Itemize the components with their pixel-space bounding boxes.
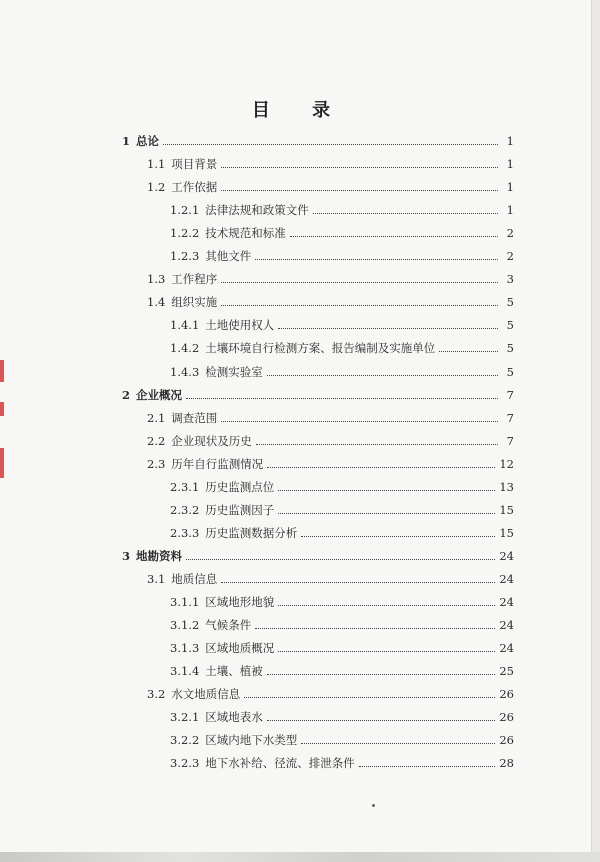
toc-entry-number: 3.1.2 <box>170 618 200 633</box>
toc-entry[interactable] <box>170 359 514 379</box>
toc-dot-leader <box>186 398 498 399</box>
toc-entry-page: 5 <box>506 295 514 310</box>
toc-entry-page: 7 <box>506 433 514 448</box>
toc-entry[interactable] <box>170 474 514 494</box>
toc-dot-leader <box>359 766 496 767</box>
toc-entry[interactable] <box>170 312 514 332</box>
toc-dot-leader <box>278 328 498 329</box>
scan-speck <box>372 804 375 807</box>
toc-entry-number: 3.2.1 <box>170 710 200 725</box>
toc-entry-number: 1.2.2 <box>170 226 200 241</box>
scan-bottom-edge <box>0 852 600 862</box>
toc-entry[interactable] <box>170 197 514 217</box>
toc-entry[interactable] <box>170 612 514 632</box>
toc-entry-label: 组织实施 <box>171 295 218 310</box>
toc-entry-page: 2 <box>506 226 514 241</box>
toc-entry[interactable] <box>170 335 514 355</box>
toc-entry-number: 3 <box>122 548 131 563</box>
toc-entry-label: 气候条件 <box>205 618 252 633</box>
toc-entry[interactable] <box>122 543 514 563</box>
toc-entry-page: 15 <box>499 525 514 540</box>
toc-entry[interactable] <box>170 520 514 540</box>
toc-entry[interactable] <box>170 750 514 770</box>
toc-entry-label: 历史监测因子 <box>205 502 275 517</box>
toc-dot-leader <box>290 236 498 237</box>
toc-dot-leader <box>186 559 495 560</box>
toc-entry-page: 13 <box>499 479 514 494</box>
toc-entry-label: 土壤环境自行检测方案、报告编制及实施单位 <box>205 341 436 356</box>
toc-entry-page: 5 <box>506 364 514 379</box>
toc-entry-label: 工作依据 <box>171 180 218 195</box>
toc-entry-number: 1.2 <box>147 180 166 195</box>
toc-entry-label: 土壤、植被 <box>205 664 263 679</box>
toc-entry-label: 地质信息 <box>171 571 218 586</box>
toc-entry-page: 24 <box>499 571 514 586</box>
toc-dot-leader <box>278 513 495 514</box>
toc-dot-leader <box>278 651 495 652</box>
toc-entry-number: 1.2.3 <box>170 249 200 264</box>
toc-entry-page: 3 <box>506 272 514 287</box>
toc-entry-page: 1 <box>506 134 514 148</box>
toc-entry-label: 土地使用权人 <box>205 318 275 333</box>
toc-entry[interactable] <box>170 220 514 240</box>
toc-entry-page: 26 <box>499 710 514 725</box>
toc-dot-leader <box>439 351 498 352</box>
toc-dot-leader <box>221 421 498 422</box>
toc-entry-number: 2.3.2 <box>170 502 200 517</box>
toc-entry-page: 28 <box>499 756 514 771</box>
toc-entry[interactable] <box>122 128 514 148</box>
toc-entry-label: 检测实验室 <box>205 364 263 379</box>
toc-entry-number: 2 <box>122 387 131 402</box>
toc-entry[interactable] <box>147 174 514 194</box>
toc-entry-label: 区域地表水 <box>205 710 263 725</box>
toc-entry-page: 12 <box>499 456 514 471</box>
toc-entry-label: 企业概况 <box>136 387 183 402</box>
toc-entry[interactable] <box>170 658 514 678</box>
toc-entry[interactable] <box>170 727 514 747</box>
toc-entry-page: 26 <box>499 733 514 748</box>
toc-dot-leader <box>301 743 495 744</box>
toc-entry-number: 3.1.1 <box>170 595 200 609</box>
toc-entry-label: 企业现状及历史 <box>171 433 252 448</box>
toc-entry[interactable] <box>147 405 514 425</box>
toc-dot-leader <box>221 305 498 306</box>
toc-entry-label: 地下水补给、径流、排泄条件 <box>205 756 355 771</box>
toc-entry-label: 总论 <box>136 134 160 148</box>
toc-entry-label: 其他文件 <box>205 249 252 264</box>
toc-dot-leader <box>221 190 498 191</box>
toc-entry-page: 24 <box>499 641 514 656</box>
toc-entry-number: 2.3.3 <box>170 525 200 540</box>
toc-entry[interactable] <box>147 681 514 701</box>
toc-entry[interactable] <box>122 382 514 402</box>
toc-entry-label: 区域内地下水类型 <box>205 733 298 748</box>
red-margin-mark <box>0 402 4 416</box>
toc-entry-page: 2 <box>506 249 514 264</box>
toc-dot-leader <box>301 536 495 537</box>
toc-entry-number: 1.4.3 <box>170 364 200 379</box>
toc-entry-number: 1.1 <box>147 157 166 172</box>
toc-dot-leader <box>278 490 495 491</box>
toc-dot-leader <box>221 282 498 283</box>
toc-entry-label: 水文地质信息 <box>171 687 241 702</box>
toc-entry-page: 5 <box>506 318 514 333</box>
toc-entry[interactable] <box>170 635 514 655</box>
toc-entry[interactable] <box>147 266 514 286</box>
toc-entry-label: 历史监测点位 <box>205 479 275 494</box>
toc-dot-leader <box>244 697 495 698</box>
toc-dot-leader <box>267 467 495 468</box>
toc-dot-leader <box>267 720 496 721</box>
toc-dot-leader <box>221 167 498 168</box>
toc-entry-label: 法律法规和政策文件 <box>205 203 309 218</box>
toc-dot-leader <box>255 259 498 260</box>
toc-entry-label: 历年自行监测情况 <box>171 456 264 471</box>
toc-dot-leader <box>255 628 495 629</box>
red-margin-mark <box>0 360 4 382</box>
toc-dot-leader <box>313 213 498 214</box>
red-margin-mark <box>0 448 4 478</box>
toc-entry[interactable] <box>170 704 514 724</box>
toc-entry-number: 3.2 <box>147 687 166 702</box>
toc-entry-label: 项目背景 <box>171 157 218 172</box>
toc-entry-number: 1.4.2 <box>170 341 200 356</box>
toc-entry[interactable] <box>147 289 514 309</box>
toc-entry[interactable] <box>147 428 514 448</box>
toc-entry[interactable] <box>170 497 514 517</box>
toc-entry-label: 历史监测数据分析 <box>205 525 298 540</box>
toc-entry-label: 技术规范和标准 <box>205 226 286 241</box>
toc-entry-page: 24 <box>499 595 514 609</box>
toc-entry[interactable] <box>147 566 514 586</box>
toc-entry[interactable] <box>170 589 514 609</box>
toc-entry-number: 1.2.1 <box>170 203 200 218</box>
toc-entry-number: 1.3 <box>147 272 166 287</box>
toc-entry[interactable] <box>147 451 514 471</box>
toc-entry-label: 区域地质概况 <box>205 641 275 656</box>
toc-entry-page: 24 <box>499 618 514 633</box>
toc-entry-page: 7 <box>506 387 514 402</box>
toc-entry-page: 15 <box>499 502 514 517</box>
toc-dot-leader <box>278 605 495 606</box>
toc-entry-label: 工作程序 <box>171 272 218 287</box>
toc-entry-page: 5 <box>506 341 514 356</box>
toc-entry-page: 24 <box>499 548 514 563</box>
toc-entry-label: 地勘资料 <box>136 548 183 563</box>
toc-entry-page: 7 <box>506 410 514 425</box>
toc-entry-page: 1 <box>506 203 514 218</box>
toc-entry-label: 区域地形地貌 <box>205 595 275 609</box>
toc-dot-leader <box>221 582 495 583</box>
toc-entry-page: 25 <box>499 664 514 679</box>
toc-dot-leader <box>256 444 498 445</box>
toc-title: 目 录 <box>251 100 349 121</box>
toc-entry-number: 2.2 <box>147 433 166 448</box>
toc-entry-number: 3.1 <box>147 571 166 586</box>
toc-entry-page: 1 <box>506 180 514 195</box>
toc-entry[interactable] <box>170 243 514 263</box>
toc-entry-number: 1.4.1 <box>170 318 200 333</box>
toc-entry-number: 1.4 <box>147 295 166 310</box>
toc-entry-number: 3.1.4 <box>170 664 200 679</box>
toc-dot-leader <box>267 674 496 675</box>
toc-entry-number: 2.3 <box>147 456 166 471</box>
toc-entry-number: 3.1.3 <box>170 641 200 656</box>
toc-entry[interactable] <box>147 151 514 171</box>
toc-entry-number: 3.2.2 <box>170 733 200 748</box>
toc-entry-page: 1 <box>506 157 514 172</box>
toc-entry-label: 调查范围 <box>171 410 218 425</box>
toc-entry-number: 3.2.3 <box>170 756 200 771</box>
toc-entry-number: 2.3.1 <box>170 479 200 494</box>
toc-entry-number: 2.1 <box>147 410 166 425</box>
toc-entry-number: 1 <box>122 134 131 148</box>
toc-dot-leader <box>267 375 498 376</box>
toc-entry-page: 26 <box>499 687 514 702</box>
toc-dot-leader <box>163 144 498 145</box>
